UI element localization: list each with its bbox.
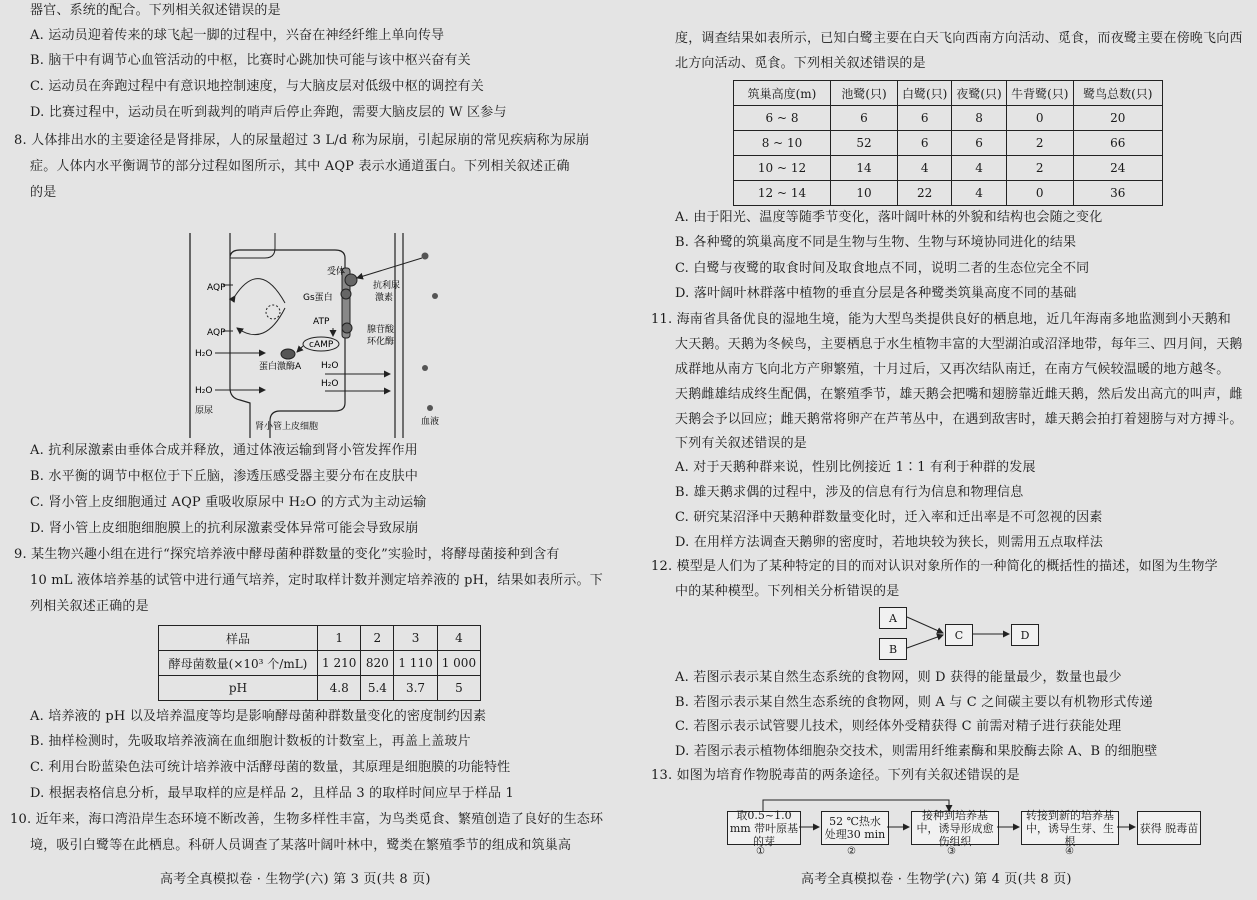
receptor-label: 受体 [327,267,346,277]
q10-option-c: C. 白鹭与夜鹭的取食时间及取食地点不同，说明二者的生态位完全不同 [675,261,1090,276]
table-cell: 夜鹭(只) [952,81,1006,106]
table-cell: 36 [1073,181,1162,206]
q10-stem-tail-2: 北方向活动、觅食。下列相关叙述错误的是 [675,56,926,71]
q11-option-d: D. 在用样方法调查天鹅卵的密度时，若地块较为狭长，则需用五点取样法 [675,535,1104,550]
q9-option-d: D. 根据表格信息分析，最早取样的应是样品 2，且样品 3 的取样时间应早于样品 1 [30,786,514,801]
table-cell: 1 210 [318,651,361,676]
q11-stem-line-4: 天鹅雌雄结成终生配偶，在繁殖季节，雄天鹅会把嘴和翅膀靠近雌天鹅，然后发出高亢的叫声，雌 [675,387,1243,402]
h2o-label-2: H₂O [195,386,213,396]
table-cell: 820 [361,651,394,676]
table-cell: 酵母菌数量(×10³ 个/mL) [159,651,318,676]
q11-option-b: B. 雄天鹅求偶的过程中，涉及的信息有行为信息和物理信息 [675,485,1024,500]
table-cell: 鹭鸟总数(只) [1073,81,1162,106]
table-cell: 0 [1006,181,1073,206]
table-cell: 2 [361,626,394,651]
urine-label: 原尿 [195,406,214,416]
q10-stem-line-2: 境，吸引白鹭等在此栖息。科研人员调查了某落叶阔叶林中，鹭类在繁殖季节的组成和筑巢高 [30,838,572,853]
aqp-vesicle [266,305,280,319]
table-cell: 4 [898,156,952,181]
table-cell: 1 110 [394,651,437,676]
aqp-label-1: AQP [207,283,226,293]
q12-option-c: C. 若图示表示试管婴儿技术，则经体外受精获得 C 前需对精子进行获能处理 [675,719,1122,734]
q9-option-b: B. 抽样检测时，先吸取培养液滴在血细胞计数板的计数室上，再盖上盖玻片 [30,734,471,749]
table-cell: 6 [898,106,952,131]
table-cell: 4 [952,156,1006,181]
q7-option-b: B. 脑干中有调节心血管活动的中枢，比赛时心跳加快可能与该中枢兴奋有关 [30,53,471,68]
q11-stem-line-6: 下列有关叙述错误的是 [675,436,808,451]
table-cell: 6 ~ 8 [734,106,831,131]
flow-num-1: ① [756,846,766,857]
right-page [629,0,1257,900]
table-cell: 66 [1073,131,1162,156]
adh-molecule [422,253,429,260]
atp-label: ATP [313,317,330,327]
table-cell: 20 [1073,106,1162,131]
flow-num-4: ④ [1065,846,1075,857]
q11-stem-line-5: 天鹅会予以回应；雌天鹅常将卵产在芦苇丛中，在遇到敌害时，雄天鹅会拍打着翅膀与对方搏斗。 [675,412,1243,427]
table-cell: 10 [831,181,898,206]
q9-option-a: A. 培养液的 pH 以及培养温度等均是影响酵母菌种群数量变化的密度制约因素 [30,709,487,724]
table-cell: 8 ~ 10 [734,131,831,156]
q11-stem-line-2: 大天鹅。天鹅为冬候鸟，主要栖息于水生植物丰富的大型湖泊或沼泽地带，每年三、四月间，天鹅 [675,337,1243,352]
table-row [159,676,481,701]
adh-label-2: 激素 [375,293,394,303]
table-cell: 8 [952,106,1006,131]
table-cell: 5.4 [361,676,394,701]
gs-protein-label: Gs蛋白 [303,293,333,303]
table-row [159,651,481,676]
q12-option-d: D. 若图示表示植物体细胞杂交技术，则需用纤维素酶和果胶酶去除 A、B 的细胞壁 [675,744,1158,759]
table-cell: 0 [1006,106,1073,131]
q10-table [733,80,1163,206]
q10-option-b: B. 各种鹭的筑巢高度不同是生物与生物、生物与环境协同进化的结果 [675,235,1077,250]
q10-stem-tail-1: 度，调查结果如表所示，已知白鹭主要在白天飞向西南方向活动、觅食，而夜鹭主要在傍晚飞向西 [675,31,1243,46]
table-cell: 牛背鹭(只) [1006,81,1073,106]
protein-kinase-a [281,349,295,359]
enzyme-label-1: 腺苷酸 [367,325,395,335]
flow-step-2: 52 ℃热水 处理30 min [821,811,889,845]
q8-option-c: C. 肾小管上皮细胞通过 AQP 重吸收原尿中 H₂O 的方式为主动运输 [30,495,427,510]
q13-stem: 13. 如图为培育作物脱毒苗的两条途径。下列有关叙述错误的是 [651,768,1020,783]
table-cell: 3.7 [394,676,437,701]
q7-option-d: D. 比赛过程中，运动员在听到裁判的哨声后停止奔跑，需要大脑皮层的 W 区参与 [30,105,507,120]
h2o-label-4: H₂O [321,379,339,389]
epithelial-cell-outline [230,233,345,438]
flow-arrows [759,794,1179,854]
q12-option-b: B. 若图示表示某自然生态系统的食物网，则 A 与 C 之间碳主要以有机物形式传递 [675,695,1153,710]
table-cell: 4.8 [318,676,361,701]
adh-label-1: 抗利尿 [373,281,401,291]
pka-label: 蛋白激酶A [259,362,302,372]
enzyme-label-2: 环化酶 [367,337,395,347]
table-cell: pH [159,676,318,701]
table-cell: 6 [898,131,952,156]
table-cell: 14 [831,156,898,181]
left-page [0,0,628,900]
q8-kidney-diagram [185,228,475,460]
h2o-label-1: H₂O [195,349,213,359]
q8-stem-line-1: 8. 人体排出水的主要途径是肾排尿，人的尿量超过 3 L/d 称为尿崩，引起尿崩的常见疾病称为尿崩 [14,133,590,148]
table-cell: 10 ~ 12 [734,156,831,181]
q8-stem-line-2: 症。人体内水平衡调节的部分过程如图所示，其中 AQP 表示水通道蛋白。下列相关叙述正确 [30,159,570,174]
table-cell: 3 [394,626,437,651]
model-arrows [905,610,1015,660]
table-cell: 4 [952,181,1006,206]
table-cell: 12 ~ 14 [734,181,831,206]
q7-stem-tail: 器官、系统的配合。下列相关叙述错误的是 [30,3,281,18]
table-cell: 2 [1006,131,1073,156]
q12-stem-line-2: 中的某种模型。下列相关分析错误的是 [675,584,900,599]
q10-stem-line-1: 10. 近年来，海口湾沿岸生态环境不断改善，生物多样性丰富，为鸟类觅食、繁殖创造了良好的生态环 [10,812,604,827]
table-cell: 52 [831,131,898,156]
q9-table [158,625,481,701]
q8-option-a: A. 抗利尿激素由垂体合成并释放，通过体液运输到肾小管发挥作用 [30,443,418,458]
page-footer-right: 高考全真模拟卷 · 生物学(六) 第 4 页(共 8 页) [801,872,1072,887]
table-cell: 筑巢高度(m) [734,81,831,106]
table-cell: 5 [437,676,480,701]
table-header-row [734,81,1163,106]
table-cell: 6 [831,106,898,131]
q12-stem-line-1: 12. 模型是人们为了某种特定的目的而对认识对象所作的一种简化的概括性的描述，如图为生物学 [651,559,1218,574]
q8-stem-line-3: 的是 [30,185,57,200]
aqp-label-2: AQP [207,328,226,338]
q12-option-a: A. 若图示表示某自然生态系统的食物网，则 D 获得的能量最少，数量也最少 [675,670,1122,685]
q8-option-d: D. 肾小管上皮细胞细胞膜上的抗利尿激素受体异常可能会导致尿崩 [30,521,419,536]
table-header-row [159,626,481,651]
table-cell: 1 [318,626,361,651]
q11-stem-line-3: 成群地从南方飞向北方产卵繁殖，十月过后，又再次结队南迁，在南方气候较温暖的地方越冬。 [675,362,1230,377]
table-cell: 1 000 [437,651,480,676]
flow-step-1: 取0.5~1.0 mm 带叶原基的芽 [727,811,801,845]
q8-option-b: B. 水平衡的调节中枢位于下丘脑，渗透压感受器主要分布在皮肤中 [30,469,419,484]
table-cell: 样品 [159,626,318,651]
flow-step-5: 获得 脱毒苗 [1137,811,1201,845]
table-row [734,156,1163,181]
page-footer-left: 高考全真模拟卷 · 生物学(六) 第 3 页(共 8 页) [160,872,431,887]
q7-option-c: C. 运动员在奔跑过程中有意识地控制速度，与大脑皮层对低级中枢的调控有关 [30,79,484,94]
table-cell: 池鹭(只) [831,81,898,106]
flow-num-2: ② [847,846,857,857]
table-cell: 4 [437,626,480,651]
table-row [734,131,1163,156]
q9-stem-line-3: 列相关叙述正确的是 [30,599,149,614]
q11-option-c: C. 研究某沼泽中天鹅种群数量变化时，迁入率和迁出率是不可忽视的因素 [675,510,1103,525]
camp-label: cAMP [309,340,334,350]
q10-option-a: A. 由于阳光、温度等随季节变化，落叶阔叶林的外貌和结构也会随之变化 [675,210,1103,225]
table-cell: 2 [1006,156,1073,181]
table-row [734,181,1163,206]
q11-stem-line-1: 11. 海南省具备优良的湿地生境，能为大型鸟类提供良好的栖息地，近几年海南多地监测到小天鹅和 [651,312,1232,327]
table-cell: 白鹭(只) [898,81,952,106]
epithelial-cell-label: 肾小管上皮细胞 [255,422,319,432]
flow-num-3: ③ [947,846,957,857]
table-cell: 6 [952,131,1006,156]
model-box-a: A [879,607,907,629]
model-box-c: C [945,624,973,646]
blood-label: 血液 [421,417,440,427]
flow-step-3: 接种到培养基中，诱导形成愈伤组织 [911,811,999,845]
table-row [734,106,1163,131]
q10-option-d: D. 落叶阔叶林群落中植物的垂直分层是各种鹭类筑巢高度不同的基础 [675,286,1077,301]
flow-step-4: 转接到新的培养基中，诱导生芽、生根 [1021,811,1119,845]
table-cell: 24 [1073,156,1162,181]
model-box-d: D [1011,624,1039,646]
model-box-b: B [879,638,907,660]
q9-stem-line-2: 10 mL 液体培养基的试管中进行通气培养，定时取样计数并测定培养液的 pH，结果如表所示。下 [30,573,603,588]
q11-option-a: A. 对于天鹅种群来说，性别比例接近 1∶1 有利于种群的发展 [675,460,1036,475]
table-cell: 22 [898,181,952,206]
q9-option-c: C. 利用台盼蓝染色法可统计培养液中活酵母菌的数量，其原理是细胞膜的功能特性 [30,760,511,775]
h2o-label-3: H₂O [321,361,339,371]
q9-stem-line-1: 9. 某生物兴趣小组在进行“探究培养液中酵母菌种群数量的变化”实验时，将酵母菌接种到含有 [14,547,560,562]
q7-option-a: A. 运动员迎着传来的球飞起一脚的过程中，兴奋在神经纤维上单向传导 [30,28,445,43]
